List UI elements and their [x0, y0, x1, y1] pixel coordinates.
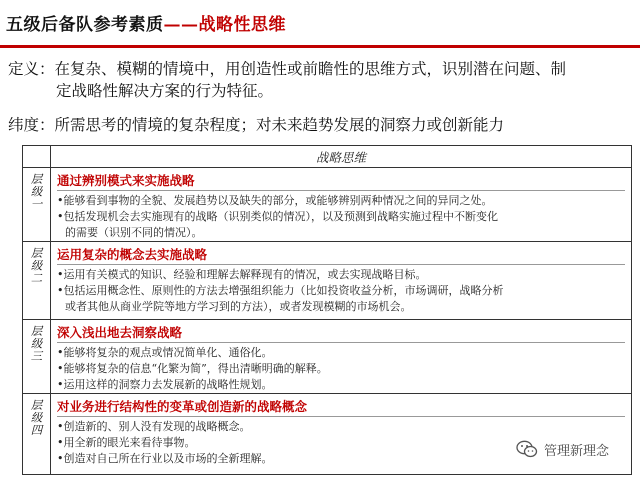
watermark-text: 管理新理念 — [544, 443, 610, 459]
row-content — [57, 172, 625, 241]
table-header — [23, 146, 631, 168]
level-label: 层级三 — [29, 325, 44, 363]
table-header-corner — [23, 146, 51, 167]
level-cell — [23, 168, 51, 241]
heading-divider — [57, 190, 625, 191]
row-bullet: 的需要（识别不同的情况）。 — [65, 226, 203, 239]
watermark — [510, 437, 615, 461]
row-bullet: •包括发现机会去实施现有的战略（识别类似的情况），以及预测到战略实施过程中不断变化 — [57, 210, 498, 223]
row-bullet: •运用有关模式的知识、经验和理解去解释现有的情况，或去实现战略目标。 — [57, 268, 427, 281]
level-cell — [23, 394, 51, 474]
title-main: 五级后备队参考素质 — [6, 15, 164, 35]
header-divider — [0, 45, 640, 48]
page-header — [0, 0, 640, 50]
row-heading: 对业务进行结构性的变革或创造新的战略概念 — [57, 399, 308, 414]
definition-line-1: 定义：在复杂、模糊的情境中，用创造性或前瞻性的思维方式，识别潜在问题、制 — [8, 60, 567, 78]
level-label: 层级二 — [29, 247, 44, 285]
wechat-icon — [516, 440, 538, 458]
table-row — [23, 394, 631, 474]
heading-divider — [57, 342, 625, 343]
heading-divider — [57, 264, 625, 265]
table-row — [23, 320, 631, 394]
row-heading: 运用复杂的概念去实施战略 — [57, 247, 208, 262]
heading-divider — [57, 416, 625, 417]
table-header-label: 战略思维 — [315, 150, 366, 165]
row-heading: 深入浅出地去洞察战略 — [57, 325, 183, 340]
definition — [8, 58, 640, 102]
row-content — [57, 324, 625, 393]
row-bullet: •创造新的、别人没有发现的战略概念。 — [57, 420, 251, 433]
row-content — [57, 246, 625, 315]
title-sub: 战略性思维 — [198, 15, 286, 35]
level-cell — [23, 242, 51, 319]
row-bullet: •能够将复杂的信息“化繁为简”，得出清晰明确的解释。 — [57, 362, 328, 375]
strategy-table — [22, 145, 632, 475]
level-cell — [23, 320, 51, 393]
row-bullet: •运用这样的洞察力去发展新的战略性规划。 — [57, 378, 273, 391]
definition-line-2: 定战略性解决方案的行为特征。 — [56, 82, 274, 100]
table-row — [23, 168, 631, 242]
row-bullet: •用全新的眼光来看待事物。 — [57, 436, 196, 449]
level-label: 层级一 — [29, 173, 44, 211]
row-bullet: •能够看到事物的全貌、发展趋势以及缺失的部分，或能够辨别两种情况之间的异同之处。 — [57, 194, 493, 207]
row-bullet: 或者其他从商业学院等地方学习到的方法），或者发现模糊的市场机会。 — [65, 300, 412, 313]
row-heading: 通过辨别模式来实施战略 — [57, 173, 195, 188]
table-row — [23, 242, 631, 320]
dimension-text: 纬度：所需思考的情境的复杂程度；对未来趋势发展的洞察力或创新能力 — [8, 116, 505, 134]
page-title — [6, 10, 286, 35]
level-label: 层级四 — [29, 399, 44, 437]
title-dash: —— — [163, 15, 199, 35]
row-bullet: •创造对自己所在行业以及市场的全新理解。 — [57, 452, 273, 465]
row-bullet: •能够将复杂的观点或情况简单化、通俗化。 — [57, 346, 273, 359]
row-bullet: •包括运用概念性、原则性的方法去增强组织能力（比如投资收益分析，市场调研，战略分析 — [57, 284, 504, 297]
